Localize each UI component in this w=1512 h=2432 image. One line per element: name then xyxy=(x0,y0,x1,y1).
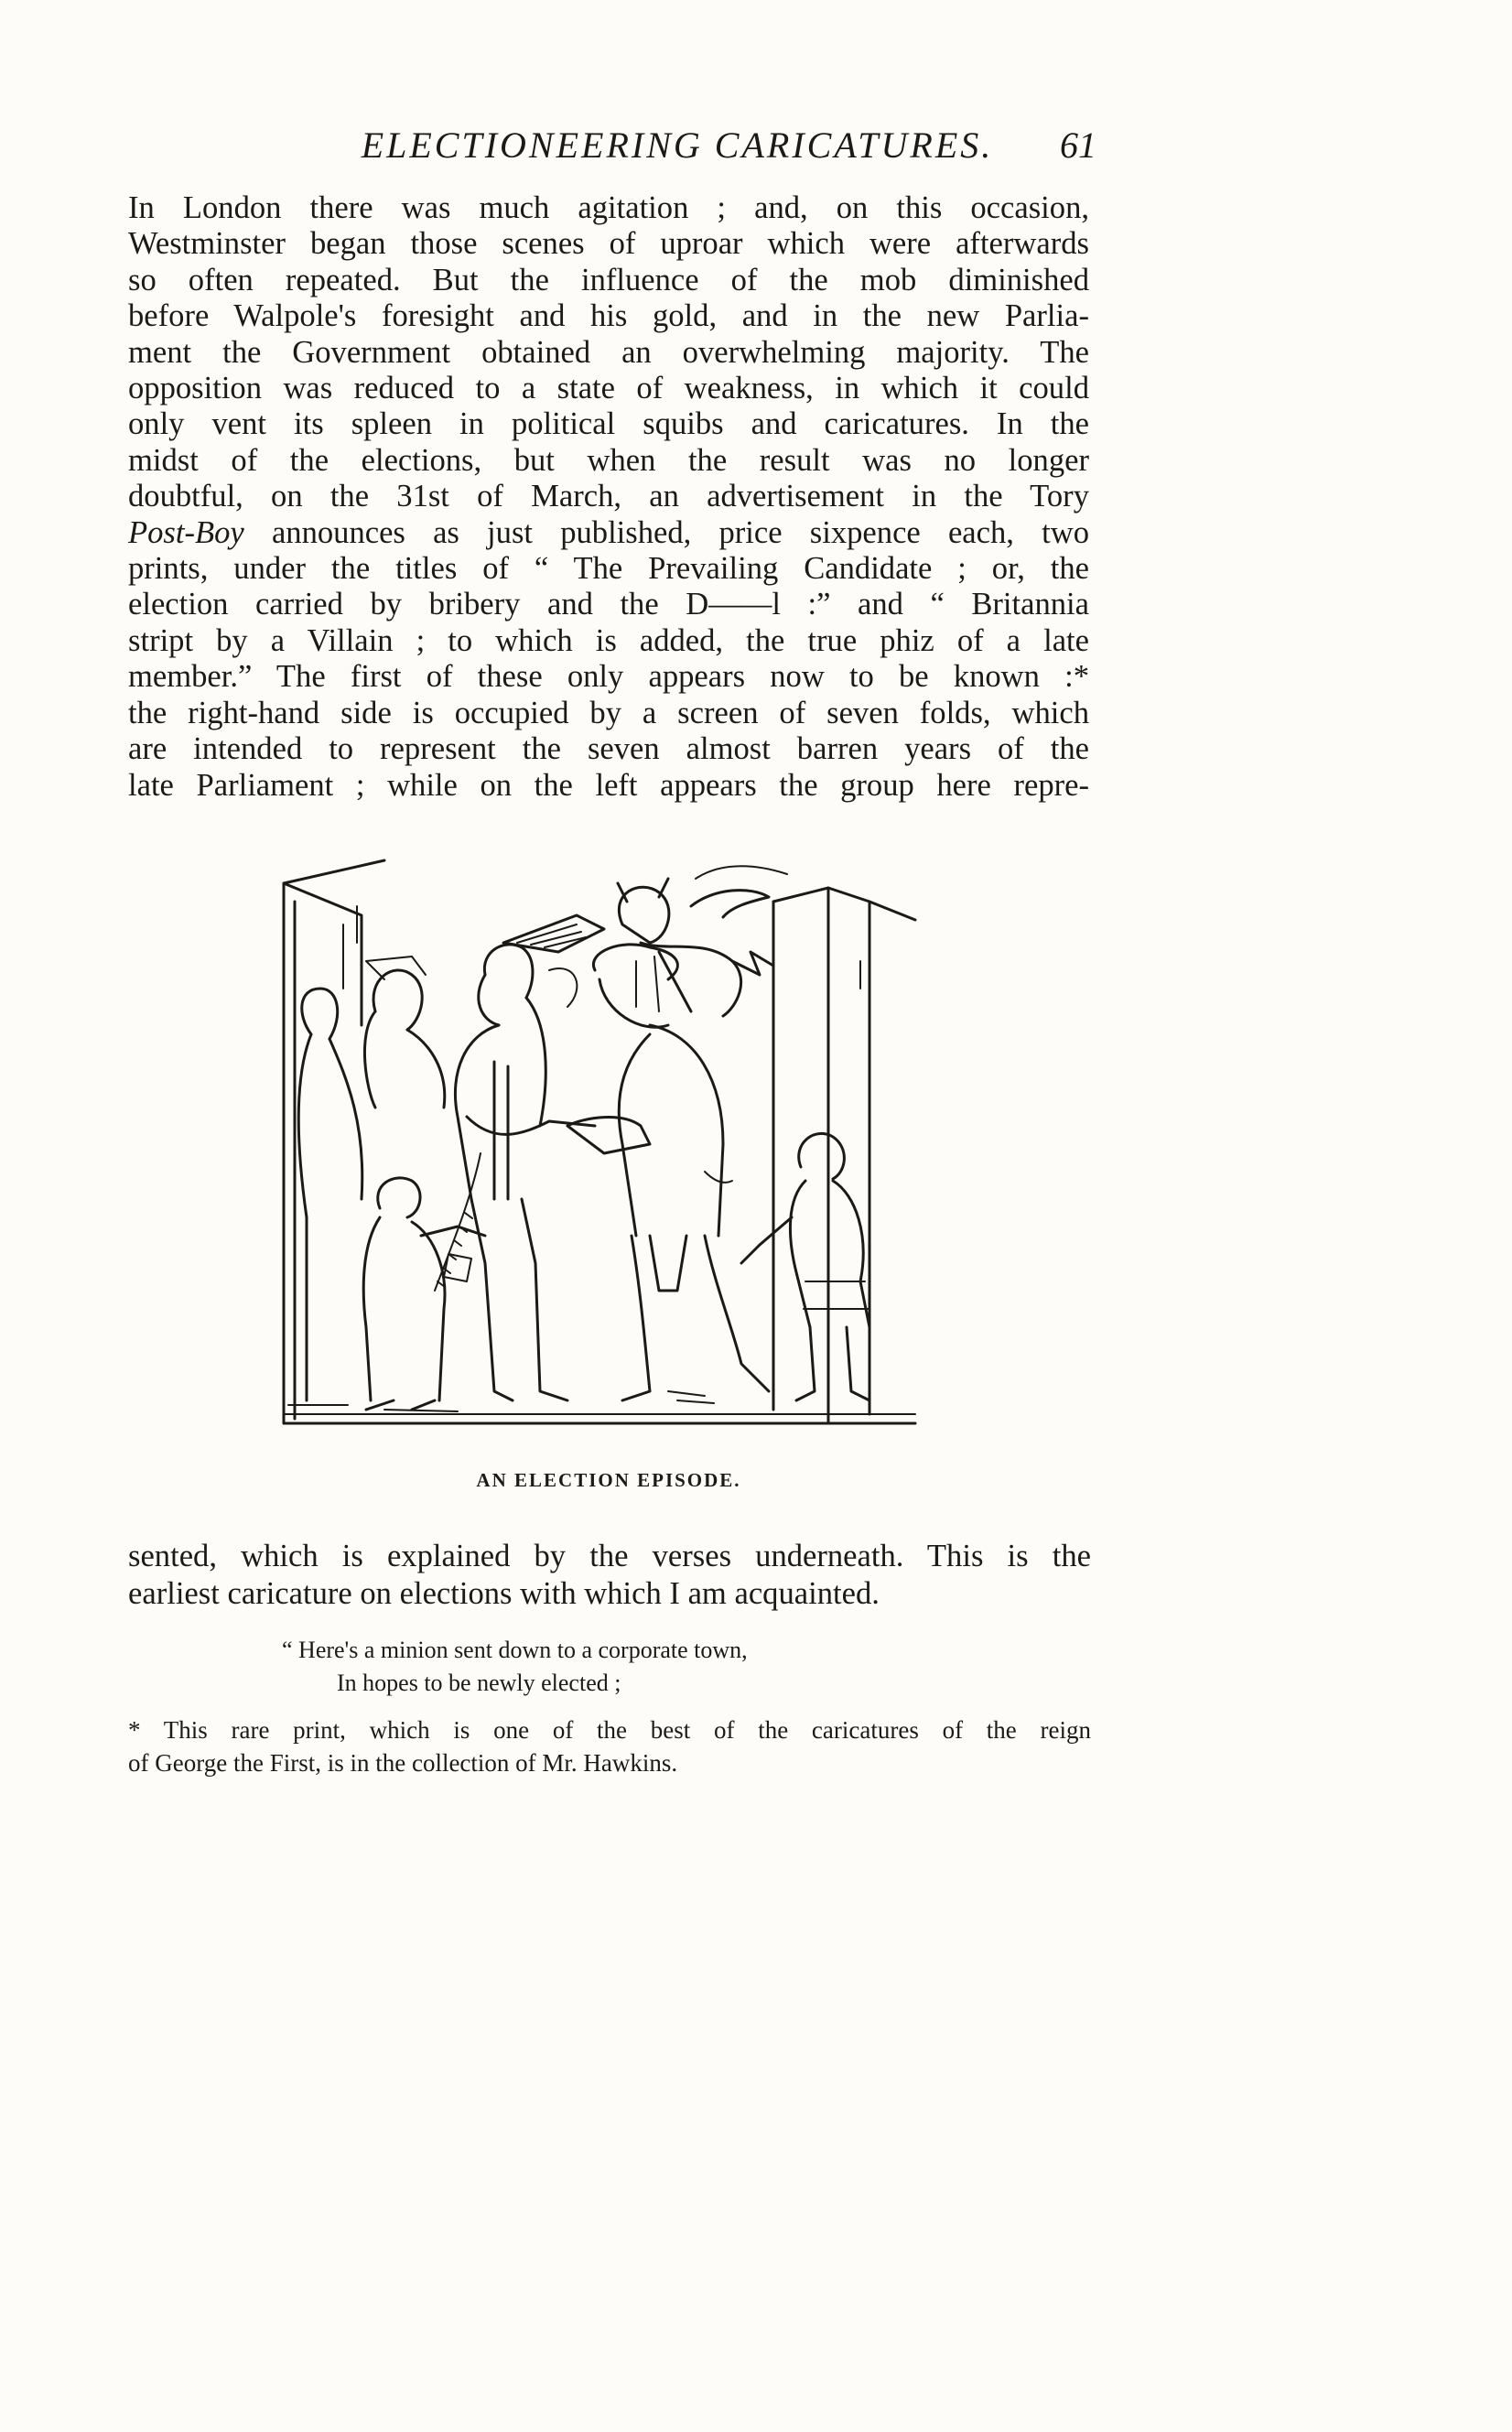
body-line: so often repeated. But the influence of the mob diminished xyxy=(128,262,1089,297)
body-line: opposition was reduced to a state of weakness, in which it could xyxy=(128,371,1089,406)
body-line: midst of the elections, but when the result was no longer xyxy=(128,442,1089,478)
body-line: sented, which is explained by the verses underneath. This is the xyxy=(128,1539,1091,1573)
body-line: ment the Government obtained an overwhelming majority. The xyxy=(128,334,1089,370)
page-number: 61 xyxy=(1060,124,1096,166)
body-line: prints, under the titles of “ The Prevailing Candidate ; or, the xyxy=(128,551,1089,587)
newspaper-title: Post-Boy xyxy=(128,514,244,550)
body-line: stript by a Villain ; to which is added, the true phiz of a late xyxy=(128,622,1089,658)
body-line-rest: announces as just published, price sixpence each, two xyxy=(271,514,1089,550)
running-title: ELECTIONEERING CARICATURES. xyxy=(361,124,994,166)
body-line: are intended to represent the seven almost barren years of the xyxy=(128,731,1089,767)
body-line: Westminster began those scenes of uproar which were afterwards xyxy=(128,226,1089,262)
body-line: member.” The first of these only appears now to be known :* xyxy=(128,659,1089,695)
footnote-line: of George the First, is in the collection of Mr. Hawkins. xyxy=(128,1749,678,1777)
footnote xyxy=(128,1713,1091,1779)
body-line: only vent its spleen in political squibs and caricatures. In the xyxy=(128,406,1089,442)
body-line: before Walpole's foresight and his gold, and in the new Parlia- xyxy=(128,298,1089,334)
body-line: In London there was much agitation ; and, on this occasion, xyxy=(128,190,1089,225)
body-line: earliest caricature on elections with which I am acquainted. xyxy=(128,1576,880,1611)
engraving-election-episode-icon xyxy=(275,851,943,1446)
body-paragraph xyxy=(128,190,1089,804)
verse-line: “ Here's a minion sent down to a corporate town, xyxy=(282,1637,748,1663)
body-line: late Parliament ; while on the left appears the group here repre- xyxy=(128,767,1089,803)
body-line: election carried by bribery and the D——l :” and “ Britannia xyxy=(128,587,1089,622)
body-line: doubtful, on the 31st of March, an advertisement in the Tory xyxy=(128,479,1089,514)
footnote-line: * This rare print, which is one of the best of the caricatures of the reign xyxy=(128,1716,1091,1744)
verse-quotation xyxy=(282,1634,941,1700)
verse-line: In hopes to be newly elected ; xyxy=(337,1670,621,1696)
figure-caption: AN ELECTION EPISODE. xyxy=(476,1469,741,1491)
body-line: the right-hand side is occupied by a screen of seven folds, which xyxy=(128,695,1089,730)
continued-paragraph xyxy=(128,1538,1091,1613)
body-line-with-italic xyxy=(128,515,1089,551)
